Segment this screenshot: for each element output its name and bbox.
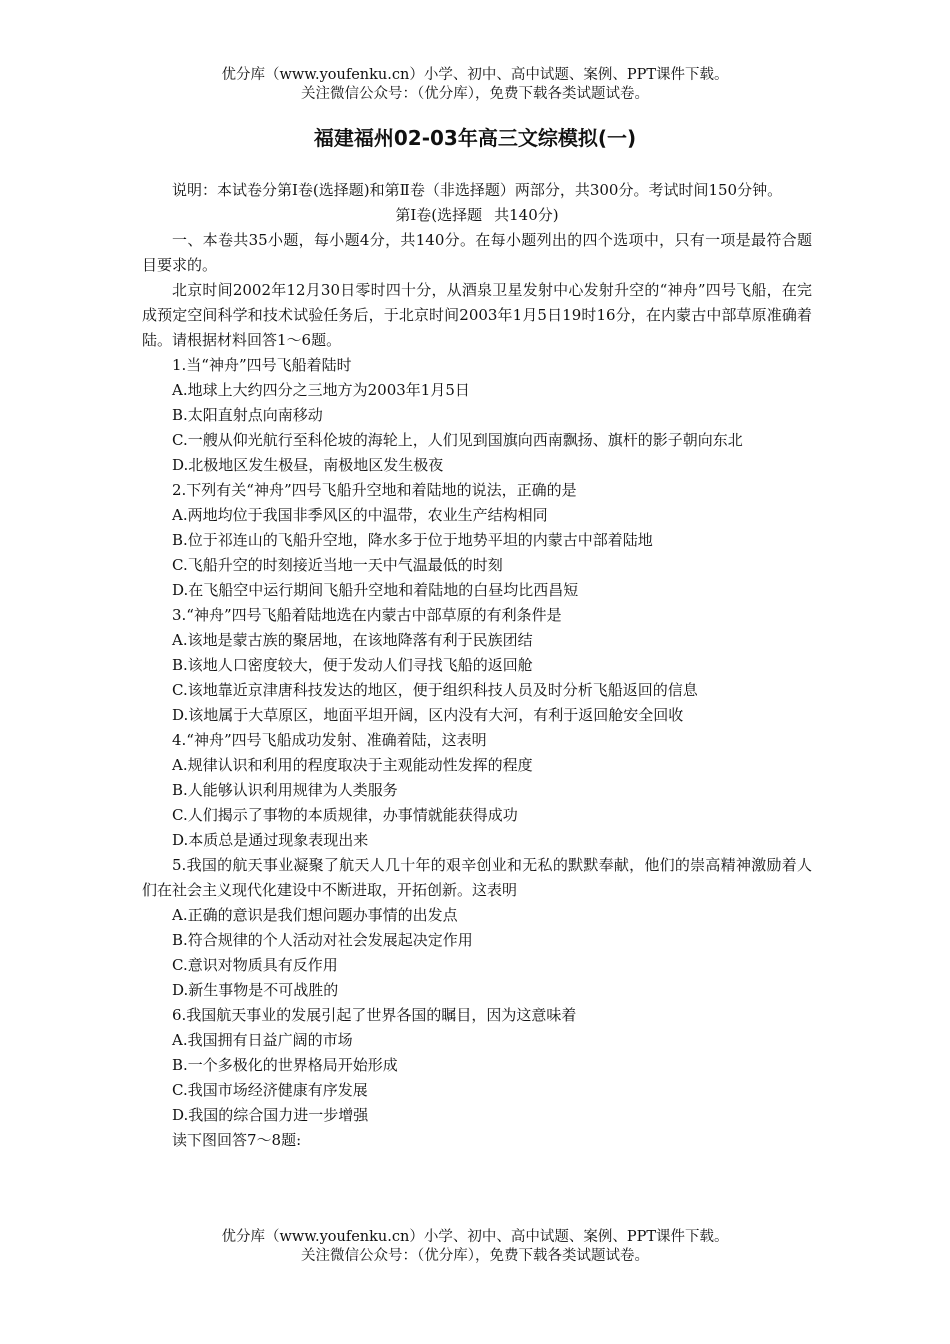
question-3: [142, 603, 812, 728]
option-d: D.北极地区发生极昼，南极地区发生极夜: [172, 456, 444, 474]
closing-instruction: 读下图回答7～8题:: [172, 1131, 302, 1149]
footer-line-2: 关注微信公众号：（优分库），免费下载各类试题试卷。: [301, 1248, 649, 1264]
question-2: [142, 478, 812, 603]
option-b: B.太阳直射点向南移动: [172, 406, 323, 424]
option-a: A.正确的意识是我们想问题办事情的出发点: [172, 906, 458, 924]
option-b: B.符合规律的个人活动对社会发展起决定作用: [172, 931, 473, 949]
page-footer: [0, 1228, 950, 1266]
option-b: B.一个多极化的世界格局开始形成: [172, 1056, 398, 1074]
question-1: [142, 353, 812, 478]
question-stem: 5.我国的航天事业凝聚了航天人几十年的艰辛创业和无私的默默奉献，他们的崇高精神激励着人们在社会主义现代化建设中不断进取，开拓创新。这表明: [142, 856, 812, 899]
option-a: A.我国拥有日益广阔的市场: [172, 1031, 353, 1049]
option-a: A.两地均位于我国非季风区的中温带，农业生产结构相同: [172, 506, 548, 524]
option-d: D.在飞船空中运行期间飞船升空地和着陆地的白昼均比西昌短: [172, 581, 579, 599]
section-heading-part-1: 第Ⅰ卷(选择题: [395, 206, 483, 224]
question-stem: 1.当“神舟”四号飞船着陆时: [172, 356, 352, 374]
document-title: 福建福州02-03年高三文综模拟(一): [313, 126, 637, 150]
option-c: C.飞船升空的时刻接近当地一天中气温最低的时刻: [172, 556, 503, 574]
option-b: B.人能够认识利用规律为人类服务: [172, 781, 398, 799]
option-d: D.该地属于大草原区，地面平坦开阔，区内没有大河，有利于返回舱安全回收: [172, 706, 684, 724]
question-stem: 6.我国航天事业的发展引起了世界各国的瞩目，因为这意味着: [172, 1006, 577, 1024]
intro-paragraph: 说明：本试卷分第Ⅰ卷(选择题)和第Ⅱ卷（非选择题）两部分，共300分。考试时间150分钟。: [172, 181, 783, 199]
option-a: A.地球上大约四分之三地方为2003年1月5日: [172, 381, 470, 399]
option-c: C.一艘从仰光航行至科伦坡的海轮上，人们见到国旗向西南飘扬、旗杆的影子朝向东北: [172, 431, 743, 449]
option-d: D.我国的综合国力进一步增强: [172, 1106, 369, 1124]
question-4: [142, 728, 812, 853]
option-a: A.规律认识和利用的程度取决于主观能动性发挥的程度: [172, 756, 533, 774]
option-c: C.该地靠近京津唐科技发达的地区，便于组织科技人员及时分析飞船返回的信息: [172, 681, 698, 699]
page-header: [0, 66, 950, 104]
option-a: A.该地是蒙古族的聚居地，在该地降落有利于民族团结: [172, 631, 533, 649]
option-d: D.本质总是通过现象表现出来: [172, 831, 369, 849]
document-body: [142, 178, 812, 1153]
header-line-2: 关注微信公众号：（优分库），免费下载各类试题试卷。: [301, 86, 649, 102]
question-stem: 4.“神舟”四号飞船成功发射、准确着陆，这表明: [172, 731, 487, 749]
section-heading-part-2: 共140分): [494, 206, 559, 224]
option-b: B.该地人口密度较大，便于发动人们寻找飞船的返回舱: [172, 656, 533, 674]
option-c: C.我国市场经济健康有序发展: [172, 1081, 368, 1099]
question-6: [142, 1003, 812, 1128]
option-b: B.位于祁连山的飞船升空地，降水多于位于地势平坦的内蒙古中部着陆地: [172, 531, 653, 549]
section-instruction: 一、本卷共35小题，每小题4分，共140分。在每小题列出的四个选项中，只有一项是最符合题目要求的。: [142, 231, 812, 274]
question-stem: 2.下列有关“神舟”四号飞船升空地和着陆地的说法，正确的是: [172, 481, 577, 499]
question-5: [142, 853, 812, 1003]
section-heading: [142, 203, 812, 228]
header-line-1: 优分库（www.youfenku.cn）小学、初中、高中试题、案例、PPT课件下载。: [221, 67, 729, 83]
passage-paragraph: 北京时间2002年12月30日零时四十分，从酒泉卫星发射中心发射升空的“神舟”四号飞船，在完成预定空间科学和技术试验任务后，于北京时间2003年1月5日19时16分，在内蒙古中部草原准确着陆。请根据材料回答1～6题。: [142, 281, 812, 349]
option-c: C.意识对物质具有反作用: [172, 956, 338, 974]
footer-line-1: 优分库（www.youfenku.cn）小学、初中、高中试题、案例、PPT课件下载。: [221, 1229, 729, 1245]
option-c: C.人们揭示了事物的本质规律，办事情就能获得成功: [172, 806, 518, 824]
option-d: D.新生事物是不可战胜的: [172, 981, 339, 999]
question-stem: 3.“神舟”四号飞船着陆地选在内蒙古中部草原的有利条件是: [172, 606, 562, 624]
